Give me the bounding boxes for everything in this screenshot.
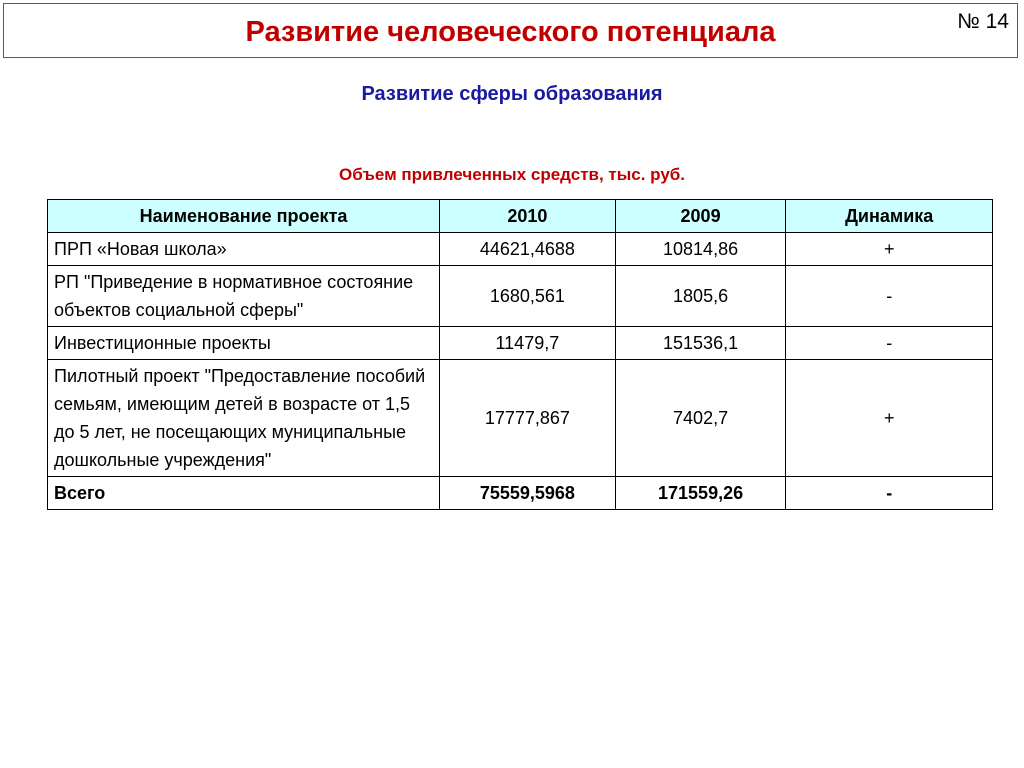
total-dynamics-cell: -	[786, 477, 993, 510]
column-header-2010: 2010	[440, 200, 616, 233]
value-2009-cell: 10814,86	[615, 233, 786, 266]
table-total-row	[48, 477, 993, 510]
dynamics-cell: +	[786, 233, 993, 266]
column-header-project: Наименование проекта	[48, 200, 440, 233]
table-header-row	[48, 200, 993, 233]
table-caption: Объем привлеченных средств, тыс. руб.	[338, 165, 686, 184]
total-2009-cell: 171559,26	[615, 477, 786, 510]
funding-table	[47, 199, 993, 510]
value-2010-cell: 1680,561	[440, 266, 616, 327]
table-row	[48, 360, 993, 477]
project-name-cell: Инвестиционные проекты	[48, 327, 440, 360]
column-header-dynamics: Динамика	[786, 200, 993, 233]
value-2009-cell: 7402,7	[615, 360, 786, 477]
project-name-cell: РП "Приведение в нормативное состояние объектов социальной сферы"	[48, 266, 440, 327]
table-row	[48, 233, 993, 266]
title-banner	[3, 3, 1018, 58]
value-2010-cell: 11479,7	[440, 327, 616, 360]
dynamics-cell: -	[786, 266, 993, 327]
total-2010-cell: 75559,5968	[440, 477, 616, 510]
value-2010-cell: 44621,4688	[440, 233, 616, 266]
table-row	[48, 327, 993, 360]
total-label-cell: Всего	[48, 477, 440, 510]
page-title: Развитие человеческого потенциала	[245, 16, 776, 48]
project-name-cell: ПРП «Новая школа»	[48, 233, 440, 266]
slide-number: № 14	[957, 10, 1009, 33]
column-header-2009: 2009	[615, 200, 786, 233]
table-row	[48, 266, 993, 327]
dynamics-cell: -	[786, 327, 993, 360]
value-2010-cell: 17777,867	[440, 360, 616, 477]
value-2009-cell: 1805,6	[615, 266, 786, 327]
value-2009-cell: 151536,1	[615, 327, 786, 360]
dynamics-cell: +	[786, 360, 993, 477]
project-name-cell: Пилотный проект "Предоставление пособий семьям, имеющим детей в возрасте от 1,5 до 5 лет, не посещающих муниципальные дошкольные учреждения"	[48, 360, 440, 477]
section-subtitle: Развитие сферы образования	[361, 83, 663, 105]
